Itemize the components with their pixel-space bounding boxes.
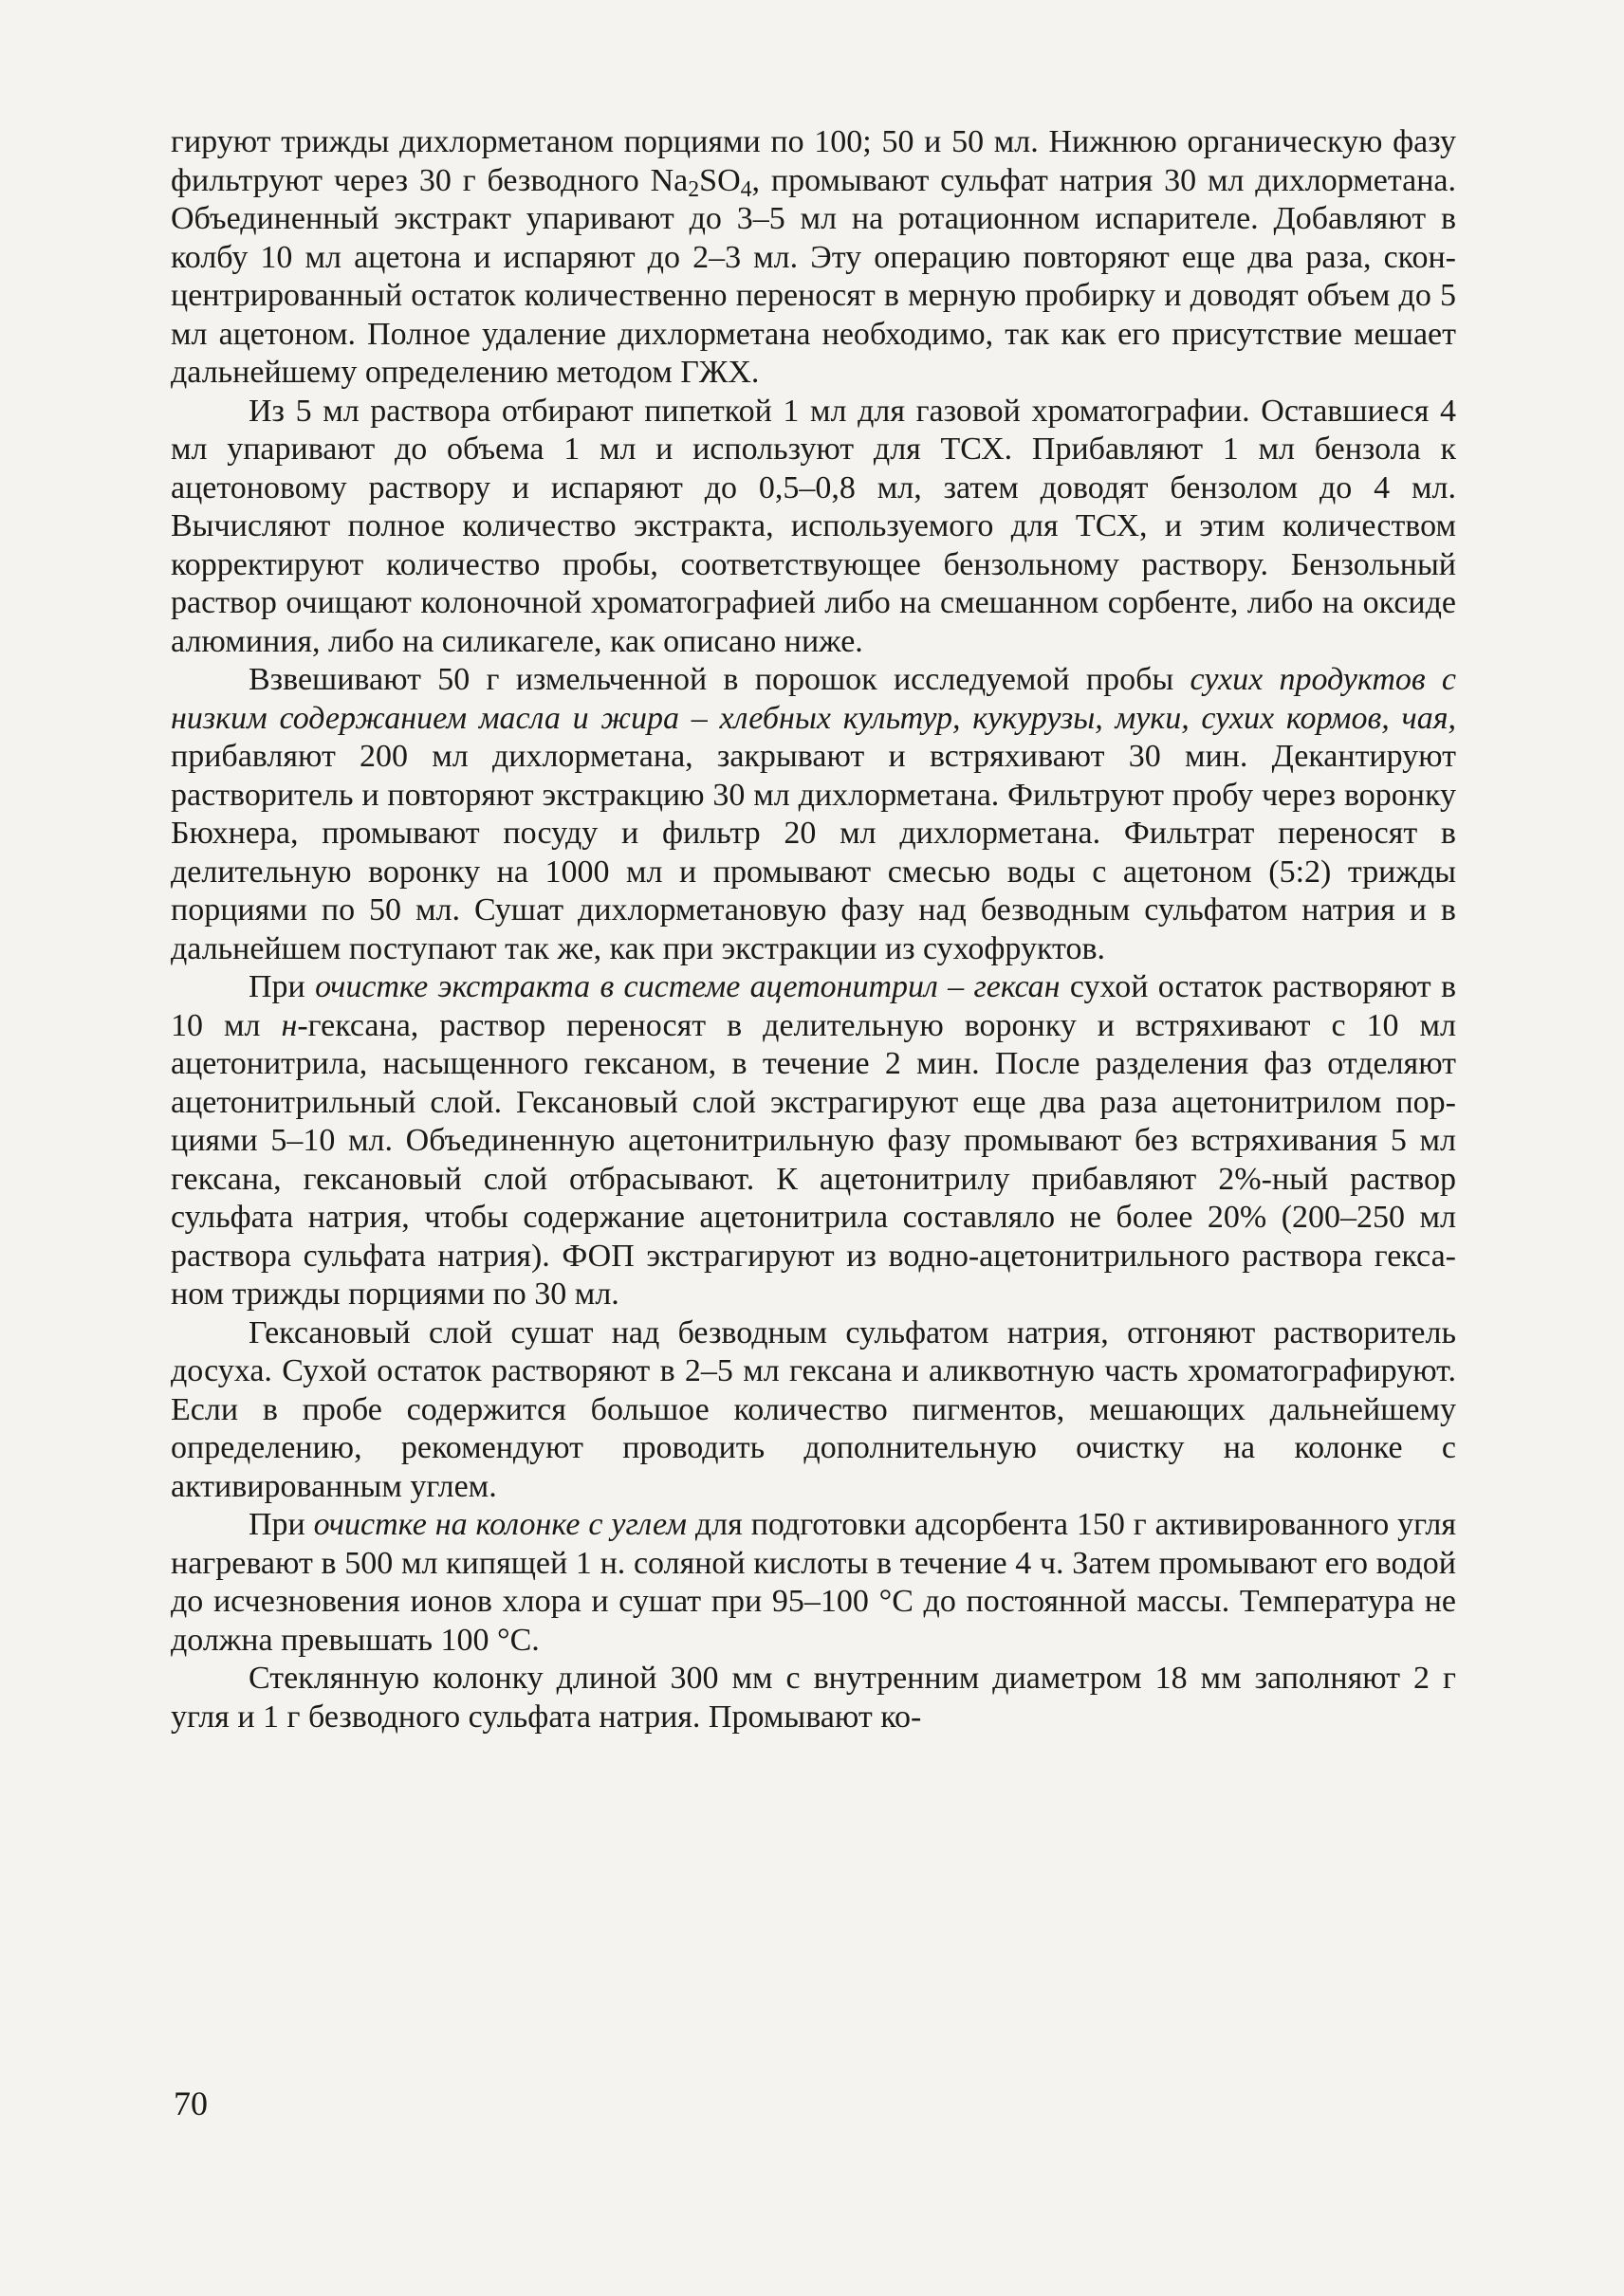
text-run: н — [281, 1007, 298, 1043]
text-run: очистке экстракта в системе ацетонитрил – гексан — [315, 969, 1061, 1004]
text-run: сухой остаток растворяют в 10 мл — [171, 969, 1457, 1043]
text-run: , промывают сульфат натрия 30 мл дихлорметана. Объединенный экстракт упаривают до 3–5 мл на ротационном испарителе. Добавляют в колбу 10 мл ацетона и испаряют до 2–3 мл. Эту операцию повторяют еще два раза, сконцентрированный остаток количественно переносят в мерную пробирку и доводят объем до 5 мл ацетоном. Полное удаление дихлорметана необходимо, так как его присутствие мешает дальнейшему определению методом ГЖХ. — [171, 162, 1456, 390]
page-text-body — [171, 123, 1456, 2134]
paragraph-7 — [171, 1660, 1456, 1736]
text-run: сухих продуктов с низким содержанием масла и жира – хлебных культур, кукурузы, муки, сухих кормов, чая, — [171, 662, 1457, 736]
text-run: прибавляют 200 мл дихлорметана, закрывают и встряхивают 30 мин. Декантируют растворитель и повторяют экстракцию 30 мл дихлорметана. Фильтруют пробу через воронку Бюхнера, промывают посуду и фильтр 20 мл дихлорметана. Фильтрат переносят в делительную воронку на 1000 мл и промывают смесью воды с ацетоном (5:2) трижды порциями по 50 мл. Сушат дихлорметановую фазу над безводным сульфатом натрия и в дальнейшем поступают так же, как при экстракции из сухофруктов. — [171, 739, 1456, 966]
paragraph-4 — [171, 968, 1456, 1314]
text-run: очистке на колонке с углем — [313, 1507, 687, 1542]
paragraph-1 — [171, 123, 1456, 393]
text-run: Взвешивают 50 г измельченной в порошок исследуемой пробы — [249, 662, 1190, 697]
text-run: 4 — [740, 176, 752, 202]
text-run: 2 — [688, 176, 700, 202]
text-run: гируют трижды дихлорметаном порциями по 100; 50 и 50 мл. Нижнюю органическую фазу фильтруют через 30 г безводного Na — [171, 124, 1456, 198]
paragraph-2 — [171, 393, 1456, 662]
text-run: При — [249, 969, 316, 1004]
paragraph-3 — [171, 661, 1456, 968]
paragraph-5 — [171, 1314, 1456, 1507]
text-run: Гексановый слой сушат над безводным сульфатом натрия, отгоняют растворитель досуха. Сухой остаток растворяют в 2–5 мл гексана и аликвотную часть хроматографируют. Если в пробе содержится большое количество пигментов, мешающих дальнейшему определению, рекомендуют проводить дополнительную очистку на колонке с активированным углем. — [171, 1314, 1456, 1504]
page-number: 70 — [174, 2085, 208, 2122]
text-run: -гексана, раствор переносят в делительную воронку и встряхивают с 10 мл ацетонитрила, насыщенного гексаном, в течение 2 мин. После разделения фаз отделяют ацетонитрильный слой. Гексановый слой экстрагируют еще два раза ацетонитрилом порциями 5–10 мл. Объединенную ацетонитрильную фазу промывают без встряхивания 5 мл гексана, гексановый слой отбрасывают. К ацетонитрилу прибавляют 2%-ный раствор сульфата натрия, чтобы содержание ацетонитрила составляло не более 20% (200–250 мл раствора сульфата натрия). ФОП экстрагируют из водно-ацетонитрильного раствора гексаном трижды порциями по 30 мл. — [171, 1007, 1456, 1312]
text-run: SO — [699, 162, 741, 198]
paragraph-6 — [171, 1506, 1456, 1660]
text-run: для подготовки адсорбента 150 г активированного угля нагревают в 500 мл кипящей 1 н. соляной кислоты в течение 4 ч. Затем промывают его водой до исчезновения ионов хлора и сушат при 95–100 °С до постоянной массы. Температура не должна превышать 100 °С. — [171, 1507, 1457, 1658]
text-run: Стеклянную колонку длиной 300 мм с внутренним диаметром 18 мм заполняют 2 г угля и 1 г безводного сульфата натрия. Промывают ко- — [171, 1661, 1456, 1735]
text-run: При — [249, 1507, 314, 1542]
text-run: Из 5 мл раствора отбирают пипеткой 1 мл для газовой хроматографии. Оставшиеся 4 мл упаривают до объема 1 мл и используют для ТСХ. Прибавляют 1 мл бензола к ацетоновому раствору и испаряют до 0,5–0,8 мл, затем доводят бензолом до 4 мл. Вычисляют полное количество экстракта, используемого для ТСХ, и этим количеством корректируют количество пробы, соответствующее бензольному раствору. Бензольный раствор очищают колоночной хроматографией либо на смешанном сорбенте, либо на оксиде алюминия, либо на силикагеле, как описано ниже. — [171, 393, 1456, 659]
